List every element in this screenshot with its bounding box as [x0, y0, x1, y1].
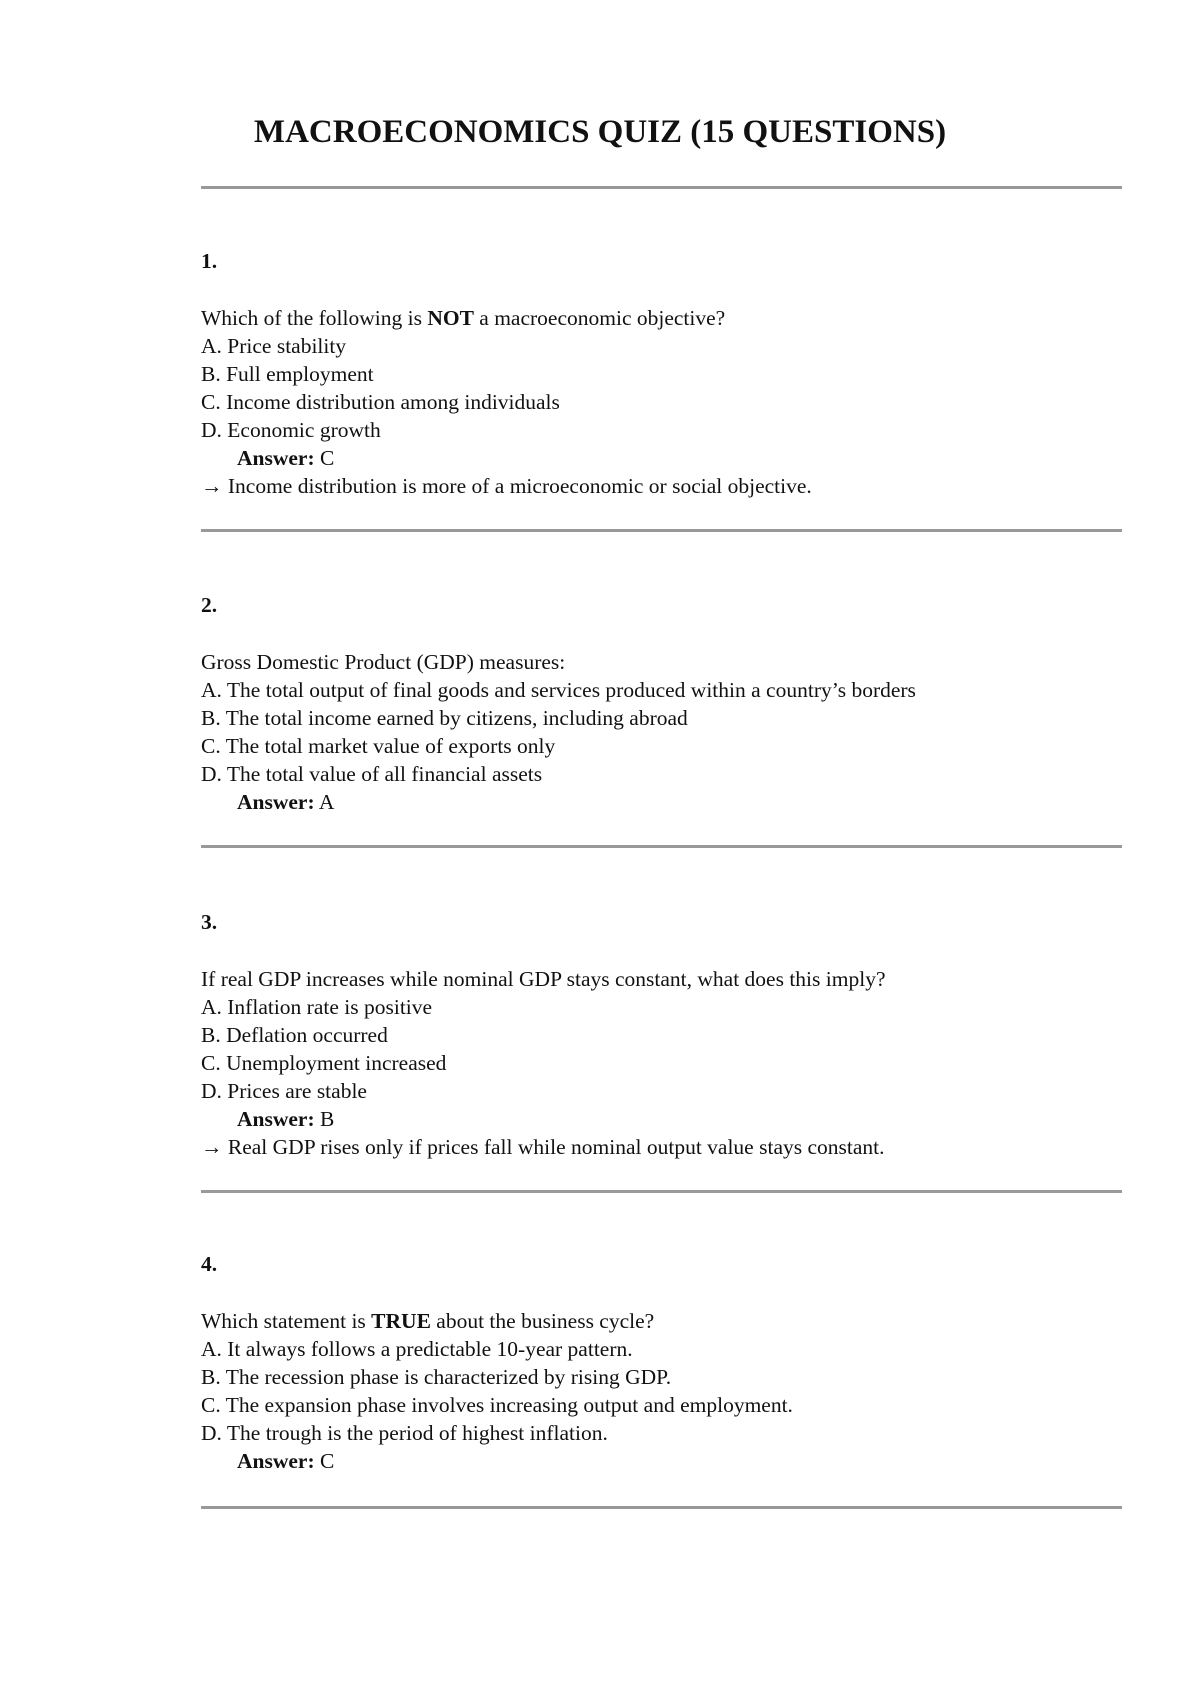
page-title: MACROECONOMICS QUIZ (15 QUESTIONS) [253, 114, 947, 150]
answer-label: Answer: [237, 790, 315, 814]
option-b: B. The recession phase is characterized by rising GDP. [201, 1365, 672, 1389]
explanation: → Income distribution is more of a microeconomic or social objective. [201, 474, 812, 498]
question-2 [201, 591, 1122, 816]
question-stem: Gross Domestic Product (GDP) measures: [201, 650, 566, 674]
option-c: C. The total market value of exports only [201, 734, 556, 758]
question-number: 3. [201, 910, 218, 934]
divider-rule [201, 1506, 1122, 1509]
answer-label: Answer: [237, 1107, 315, 1131]
answer [201, 444, 1122, 472]
answer [201, 788, 1122, 816]
divider-rule [201, 529, 1122, 532]
question-number: 2. [201, 593, 218, 617]
stem-emphasis: TRUE [371, 1309, 431, 1333]
option-d: D. The trough is the period of highest inflation. [201, 1421, 608, 1445]
answer-label: Answer: [237, 446, 315, 470]
explanation: → Real GDP rises only if prices fall while nominal output value stays constant. [201, 1135, 885, 1159]
option-c: C. Income distribution among individuals [201, 390, 560, 414]
answer [201, 1105, 1122, 1133]
answer-value: A [314, 790, 335, 814]
question-number: 4. [201, 1252, 218, 1276]
option-b: B. The total income earned by citizens, including abroad [201, 706, 688, 730]
question-3 [201, 908, 1122, 1161]
question-number: 1. [201, 249, 218, 273]
option-d: D. Prices are stable [201, 1079, 367, 1103]
answer-label: Answer: [237, 1449, 315, 1473]
divider-rule [201, 1190, 1122, 1193]
question-stem: Which statement is TRUE about the business cycle? [201, 1309, 655, 1333]
answer-value: C [314, 446, 335, 470]
question-stem: If real GDP increases while nominal GDP stays constant, what does this imply? [201, 967, 886, 991]
option-a: A. Inflation rate is positive [201, 995, 433, 1019]
divider-rule [201, 186, 1122, 189]
question-1 [201, 247, 1122, 500]
question-4 [201, 1250, 1122, 1475]
option-d: D. The total value of all financial assets [201, 762, 543, 786]
answer-value: B [314, 1107, 335, 1131]
answer-value: C [314, 1449, 335, 1473]
option-d: D. Economic growth [201, 418, 381, 442]
stem-emphasis: NOT [427, 306, 474, 330]
option-b: B. Full employment [201, 362, 374, 386]
option-a: A. Price stability [201, 334, 347, 358]
option-a: A. It always follows a predictable 10-year pattern. [201, 1337, 633, 1361]
option-c: C. Unemployment increased [201, 1051, 447, 1075]
option-c: C. The expansion phase involves increasing output and employment. [201, 1393, 793, 1417]
divider-rule [201, 845, 1122, 848]
question-stem: Which of the following is NOT a macroeconomic objective? [201, 306, 726, 330]
option-a: A. The total output of final goods and services produced within a country’s borders [201, 678, 916, 702]
option-b: B. Deflation occurred [201, 1023, 388, 1047]
answer [201, 1447, 1122, 1475]
